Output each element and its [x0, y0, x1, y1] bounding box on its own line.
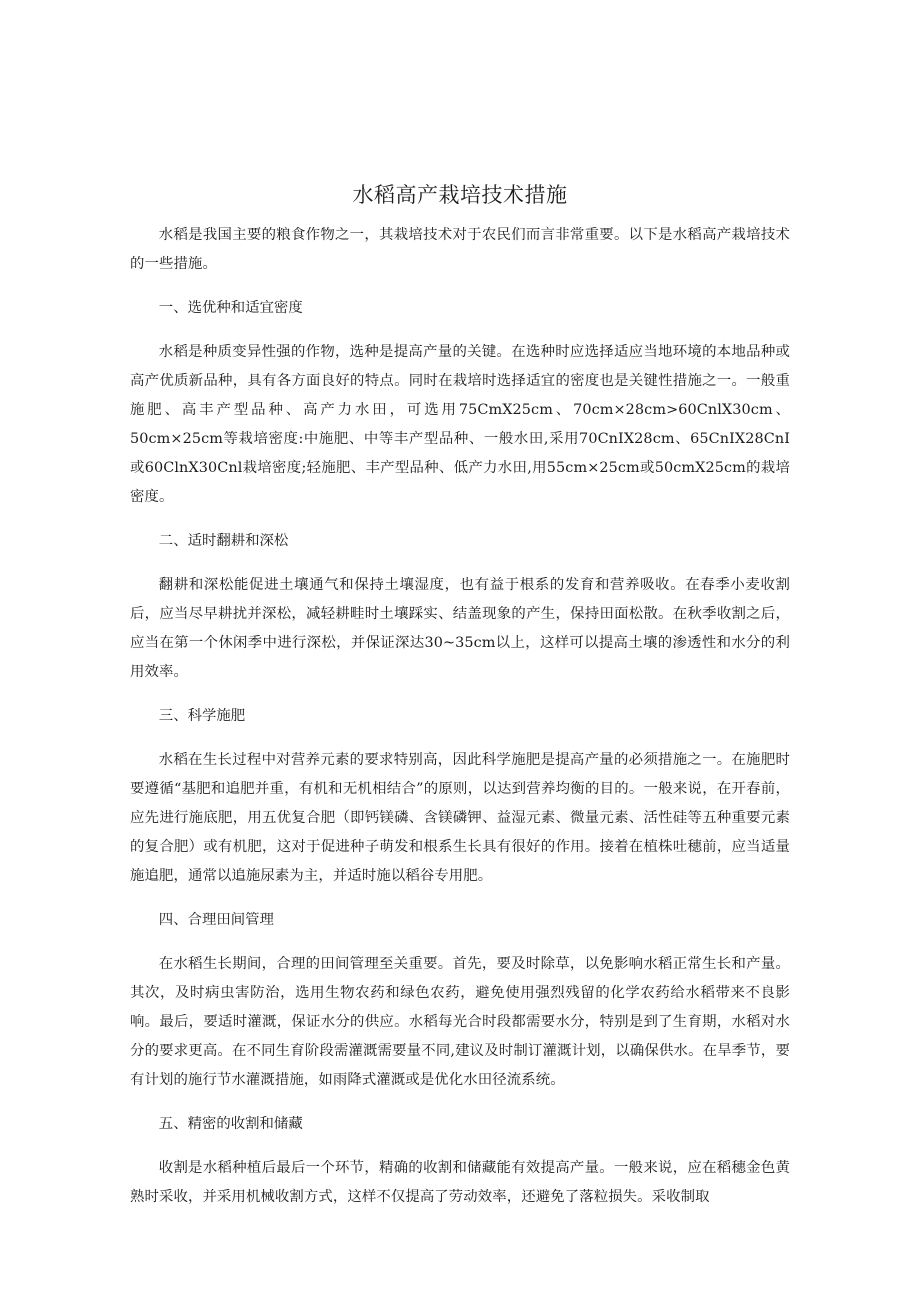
- section-heading-2: 二、适时翻耕和深松: [158, 533, 289, 549]
- intro-paragraph: 水稻是我国主要的粮食作物之一，其栽培技术对于农民们而言非常重要。以下是水稻高产栽培技术的一些措施。: [130, 227, 790, 272]
- section-body-5: 收割是水稻种植后最后一个环节，精确的收割和储藏能有效提高产量。一般来说，应在稻穗金色黄熟时采收，并采用机械收割方式，这样不仅提高了劳动效率，还避免了落粒损失。采收制取: [130, 1160, 790, 1205]
- section-heading-1: 一、选优种和适宜密度: [158, 300, 303, 316]
- section-heading-3: 三、科学施肥: [158, 708, 246, 724]
- section-heading-4: 四、合理田间管理: [158, 912, 274, 928]
- section-body-1: 水稻是种质变异性强的作物，选种是提高产量的关键。在选种时应选择适应当地环境的本地品种或高产优质新品种，具有各方面良好的特点。同时在栽培时选择适宜的密度也是关键性措施之一。一般重施肥、高丰产型品种、高产力水田，可选用75CmX25cm、70cm×28cm>60CnlX30cm、50cm×25cm等栽培密度:中施肥、中等丰产型品种、一般水田,采用70CnIX28cm、65CnIX28CnI或60ClnX30Cnl栽培密度;轻施肥、丰产型品种、低产力水田,用55cm×25cm或50cmX25cm的栽培密度。: [130, 344, 790, 505]
- page-title: 水稻高产栽培技术措施: [352, 183, 568, 207]
- section-body-3: 水稻在生长过程中对营养元素的要求特别高，因此科学施肥是提高产量的必须措施之一。在施肥时要遵循“基肥和追肥并重，有机和无机相结合”的原则，以达到营养均衡的目的。一般来说，在开春前，应先进行施底肥，用五优复合肥（即钙镁磷、含镁磷钾、益湿元素、微量元素、活性硅等五种重要元素的复合肥）或有机肥，这对于促进种子萌发和根系生长具有很好的作用。接着在植株吐穗前，应当适量施追肥，通常以追施尿素为主，并适时施以稻谷专用肥。: [130, 752, 790, 884]
- document-body: [130, 221, 790, 1212]
- section-body-4: 在水稻生长期间，合理的田间管理至关重要。首先，要及时除草，以免影响水稻正常生长和产量。其次，及时病虫害防治，选用生物农药和绿色农药，避免使用强烈残留的化学农药给水稻带来不良影响。最后，要适时灌溉，保证水分的供应。水稻每光合时段都需要水分，特别是到了生育期，水稻对水分的要求更高。在不同生育阶段需灌溉需要量不同,建议及时制订灌溉计划，以确保供水。在旱季节，要有计划的施行节水灌溉措施，如雨降式灌溉或是优化水田径流系统。: [130, 956, 790, 1088]
- section-body-2: 翻耕和深松能促进土壤通气和保持土壤湿度，也有益于根系的发育和营养吸收。在春季小麦收割后，应当尽早耕扰并深松，减轻耕畦时土壤踩实、结盖现象的产生，保持田面松散。在秋季收割之后，应当在第一个休闲季中进行深松，并保证深达30~35cm以上，这样可以提高土壤的渗透性和水分的利用效率。: [130, 577, 790, 680]
- section-heading-5: 五、精密的收割和储藏: [158, 1116, 303, 1132]
